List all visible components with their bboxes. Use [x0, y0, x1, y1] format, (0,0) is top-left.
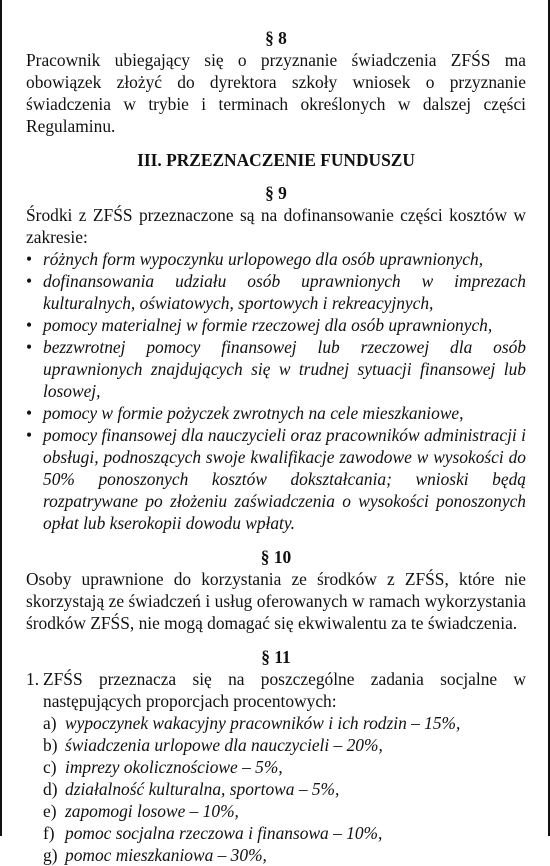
section-9-list [26, 248, 526, 534]
bullet-icon: • [26, 315, 33, 335]
list-item: • dofinansowania udziału osób uprawnionych w imprezach kulturalnych, oświatowych, sportowych i rekreacyjnych, [26, 271, 526, 313]
list-item: f) pomoc socjalna rzeczowa i finansowa – 10%, [43, 823, 383, 843]
chapter-3-title: III. PRZEZNACZENIE FUNDUSZU [137, 150, 415, 170]
list-item: • pomocy w formie pożyczek zwrotnych na cele mieszkaniowe, [26, 403, 464, 423]
bullet-icon: • [26, 337, 33, 357]
bullet-icon: • [26, 425, 33, 445]
point-text: ZFŚS przeznacza się na poszczególne zadania socjalne w następujących proporcjach procentowych: [43, 669, 526, 711]
list-item: e) zapomogi losowe – 10%, [43, 801, 239, 821]
section-9-heading: § 9 [265, 183, 287, 203]
item-letter: c) [43, 757, 57, 777]
list-item: g) pomoc mieszkaniowa – 30%, [43, 845, 267, 865]
item-letter: e) [43, 801, 57, 821]
item-letter: a) [43, 713, 57, 733]
section-8-heading: § 8 [265, 28, 287, 48]
list-item: c) imprezy okolicznościowe – 5%, [43, 757, 283, 777]
point-number: 1. [26, 669, 40, 689]
item-letter: b) [43, 735, 58, 755]
list-item: • pomocy finansowej dla nauczycieli oraz pracowników administracji i obsługi, podnoszących swoje kwalifikacje zawodowe w wysokości do 50% ponoszonych kosztów dokształcania; wnioski będą rozpatrywane po złożeniu zaświadczenia o wysokości ponoszonych opłat lub kserokopii dowodu wpłaty. [26, 425, 526, 533]
list-item: • pomocy materialnej w formie rzeczowej dla osób uprawnionych, [26, 315, 493, 335]
section-11-point-1 [26, 668, 526, 712]
section-11-heading: § 11 [261, 647, 291, 667]
bullet-icon: • [26, 403, 33, 423]
list-item: a) wypoczynek wakacyjny pracowników i ich rodzin – 15%, [43, 713, 461, 733]
list-item: • różnych form wypoczynku urlopowego dla osób uprawnionych, [26, 249, 484, 269]
item-letter: f) [43, 823, 55, 843]
bullet-icon: • [26, 271, 33, 291]
section-11-sublist [26, 712, 526, 866]
item-letter: d) [43, 779, 58, 799]
list-item: d) działalność kulturalna, sportowa – 5%, [43, 779, 340, 799]
bullet-icon: • [26, 249, 33, 269]
item-letter: g) [43, 845, 58, 865]
list-item: b) świadczenia urlopowe dla nauczycieli – 20%, [43, 735, 383, 755]
document-content [26, 27, 526, 866]
section-8-text: Pracownik ubiegający się o przyznanie świadczenia ZFŚS ma obowiązek złożyć do dyrektora szkoły wniosek o przyznanie świadczenia w trybie i terminach określonych w dalszej części Regulaminu. [26, 50, 526, 136]
section-10-heading: § 10 [260, 547, 292, 567]
list-item: • bezzwrotnej pomocy finansowej lub rzeczowej dla osób uprawnionych znajdujących się w trudnej sytuacji finansowej lub losowej, [26, 337, 526, 401]
section-9-intro: Środki z ZFŚS przeznaczone są na dofinansowanie części kosztów w zakresie: [26, 205, 526, 247]
section-10-text: Osoby uprawnione do korzystania ze środków z ZFŚS, które nie skorzystają ze świadczeń i usług oferowanych w ramach wykorzystania środków ZFŚS, nie mogą domagać się ekwiwalentu za te świadczenia. [26, 569, 526, 633]
